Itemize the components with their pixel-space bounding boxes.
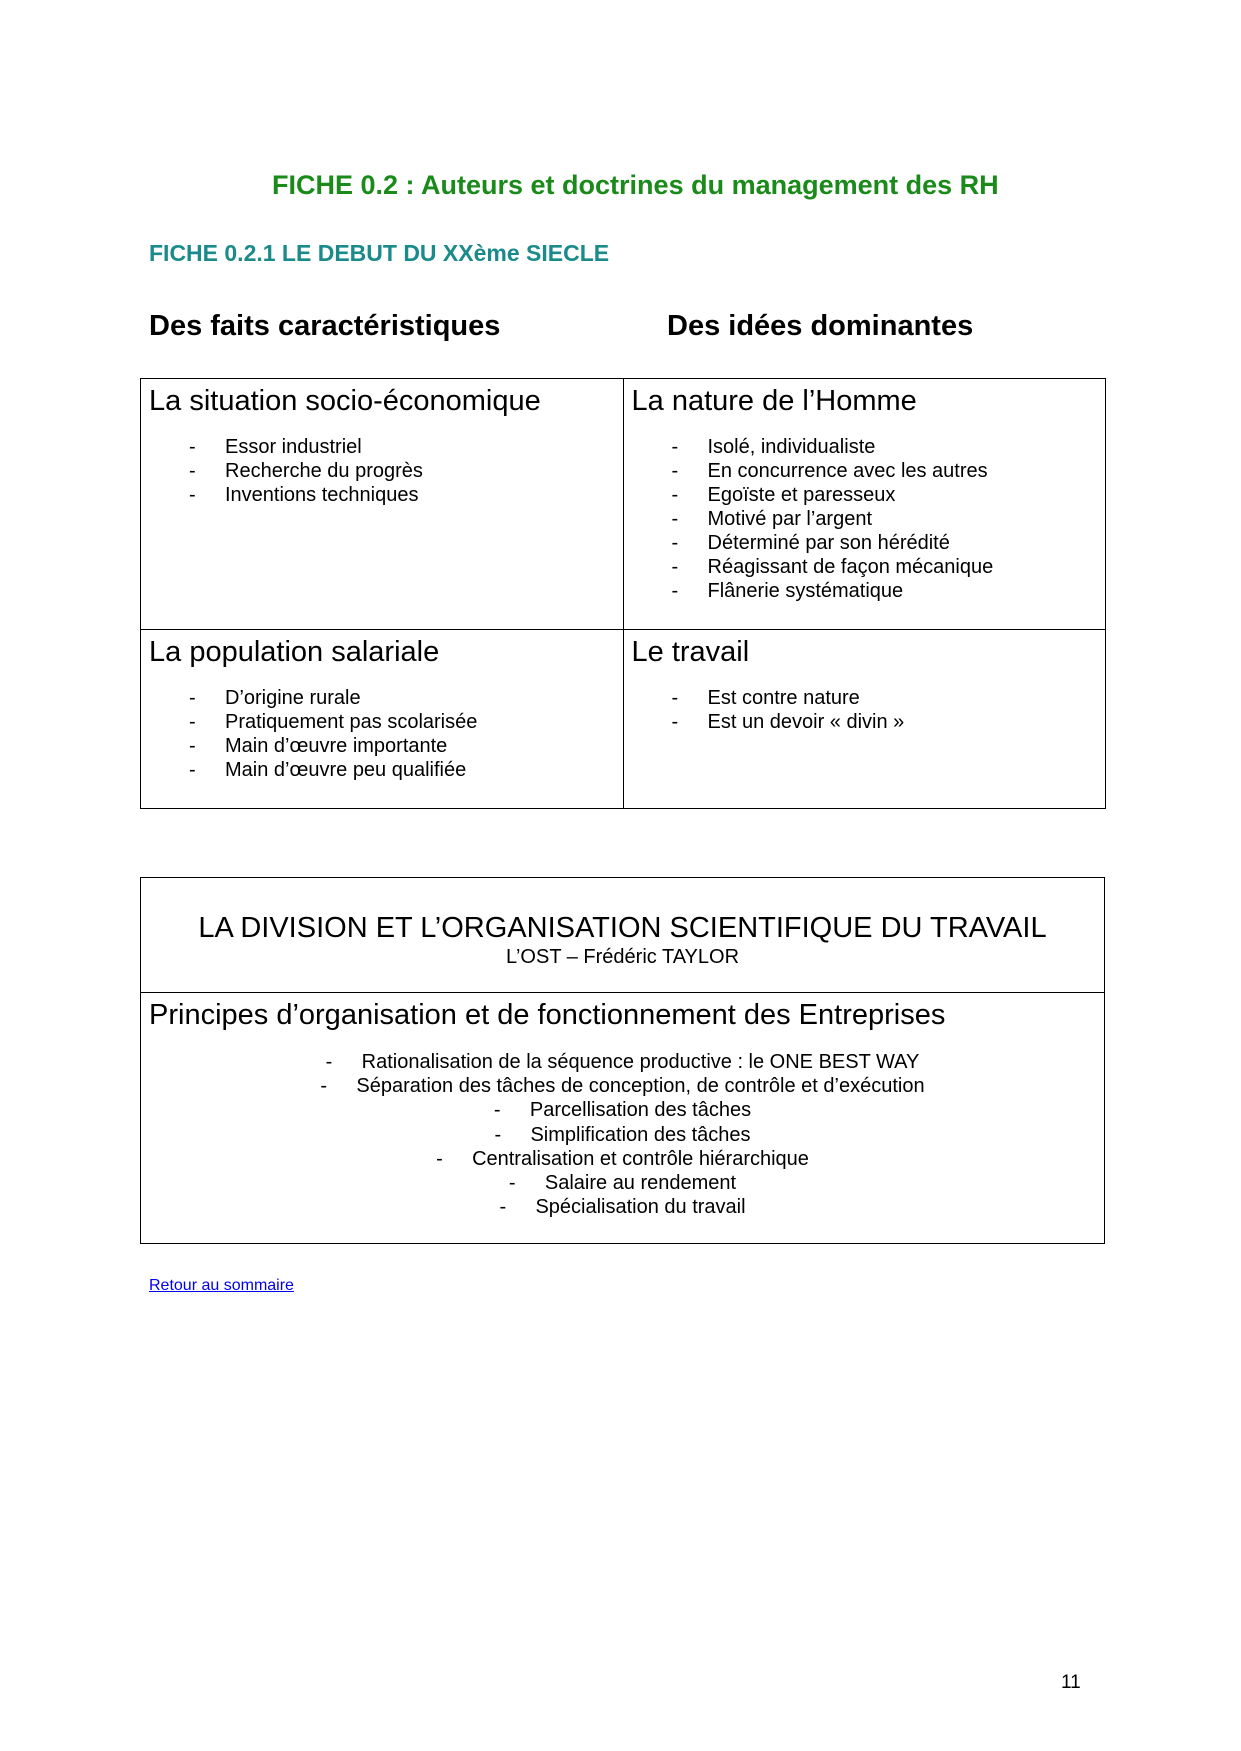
list-item — [149, 1050, 1096, 1074]
principles-list — [149, 1050, 1096, 1219]
cell-title: La situation socio-économique — [149, 385, 541, 417]
list-item — [149, 1195, 1096, 1219]
list-item: - Main d’œuvre peu qualifiée — [189, 758, 615, 782]
list-item — [149, 1171, 1096, 1195]
ost-box-header — [141, 878, 1104, 993]
list-item: - Egoïste et paresseux — [672, 483, 1098, 507]
list-item: - Recherche du progrès — [189, 459, 615, 483]
list-item: - Essor industriel — [189, 435, 615, 459]
cell-work — [623, 630, 1106, 809]
principle-text: Centralisation et contrôle hiérarchique — [472, 1147, 809, 1170]
page-number: 11 — [1061, 1672, 1081, 1693]
page-title: FICHE 0.2 : Auteurs et doctrines du management des RH — [272, 170, 999, 200]
ost-subtitle: L’OST – Frédéric TAYLOR — [505, 946, 740, 968]
list-item — [149, 1074, 1096, 1098]
principle-text: Spécialisation du travail — [535, 1196, 746, 1219]
cell-title: La nature de l’Homme — [631, 385, 917, 417]
list-item — [149, 1147, 1096, 1171]
table-row — [141, 630, 1106, 809]
list-item — [149, 1098, 1096, 1122]
principle-text: Salaire au rendement — [544, 1172, 737, 1195]
list-item: - D’origine rurale — [189, 686, 615, 710]
cell-title: La population salariale — [149, 636, 440, 668]
dash-marker: - — [325, 1051, 333, 1073]
bullet-list — [632, 686, 1098, 734]
principle-text: Simplification des tâches — [530, 1123, 751, 1146]
list-item: - Main d’œuvre importante — [189, 734, 615, 758]
principle-text: Séparation des tâches de conception, de contrôle et d’exécution — [356, 1075, 925, 1098]
back-to-summary-link[interactable]: Retour au sommaire — [149, 1277, 294, 1294]
list-item: - Motivé par l’argent — [672, 507, 1098, 531]
cell-title: Le travail — [631, 636, 750, 668]
dash-marker: - — [499, 1196, 507, 1219]
cell-human-nature — [623, 379, 1106, 630]
ost-box-body — [141, 993, 1104, 1219]
list-item: - Réagissant de façon mécanique — [672, 555, 1098, 579]
list-item — [149, 1123, 1096, 1147]
cell-workforce — [141, 630, 624, 809]
dash-marker: - — [494, 1123, 502, 1146]
bullet-list — [632, 435, 1098, 603]
dash-marker: - — [436, 1147, 443, 1170]
right-column-heading: Des idées dominantes — [667, 310, 974, 342]
list-item: - Isolé, individualiste — [672, 435, 1098, 459]
principle-text: Parcellisation des tâches — [529, 1099, 752, 1122]
list-item: - Est un devoir « divin » — [672, 710, 1098, 734]
ost-section-title: Principes d’organisation et de fonctionnement des Entreprises — [149, 999, 946, 1031]
bullet-list — [149, 435, 615, 507]
list-item: - En concurrence avec les autres — [672, 459, 1098, 483]
table-row — [141, 379, 1106, 630]
bullet-list — [149, 686, 615, 782]
cell-socio-economic — [141, 379, 624, 630]
list-item: - Inventions techniques — [189, 483, 615, 507]
ost-box — [140, 877, 1105, 1244]
list-item: - Flânerie systématique — [672, 579, 1098, 603]
dash-marker: - — [508, 1172, 516, 1195]
section-subtitle: FICHE 0.2.1 LE DEBUT DU XXème SIECLE — [149, 240, 610, 266]
ost-title: LA DIVISION ET L’ORGANISATION SCIENTIFIQUE DU TRAVAIL — [198, 912, 1047, 944]
list-item: - Est contre nature — [672, 686, 1098, 710]
list-item: - Déterminé par son hérédité — [672, 531, 1098, 555]
dash-marker: - — [493, 1099, 501, 1122]
principle-text: Rationalisation de la séquence productive : le ONE BEST WAY — [361, 1051, 920, 1073]
facts-ideas-table — [140, 378, 1106, 809]
dash-marker: - — [320, 1075, 328, 1098]
left-column-heading: Des faits caractéristiques — [149, 310, 501, 342]
list-item: - Pratiquement pas scolarisée — [189, 710, 615, 734]
